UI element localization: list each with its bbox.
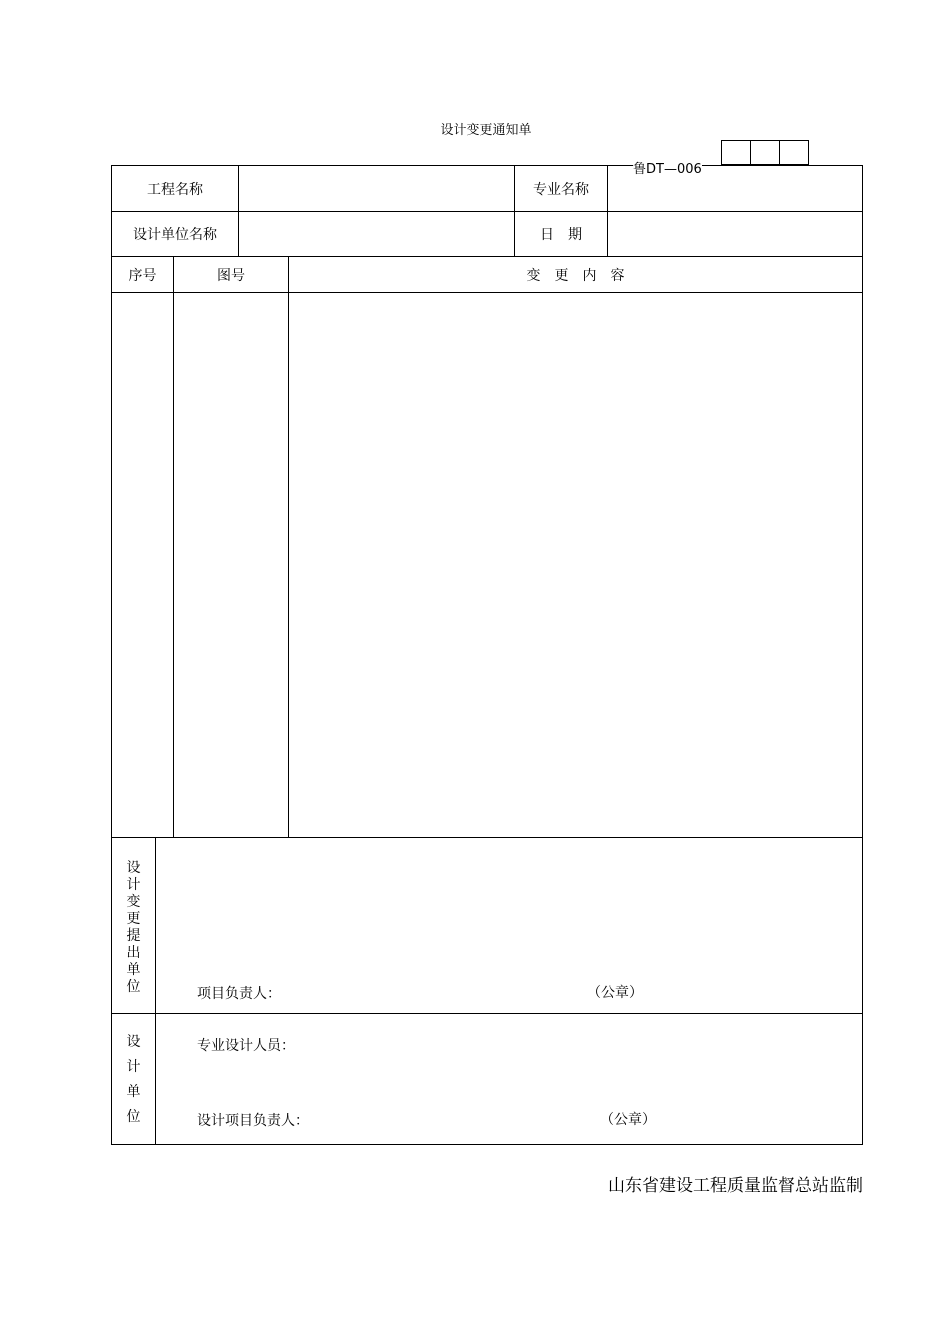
date-field[interactable] [608,212,862,256]
document-title: 设计变更通知单 [440,123,532,138]
code-boxes [721,140,809,165]
code-box-2[interactable] [750,140,780,165]
proposer-seal-label: （公章） [587,985,643,1001]
change-content-header: 变 更 内 容 [526,267,625,284]
code-box-3[interactable] [779,140,809,165]
designer-label: 专业设计人员： [197,1038,295,1054]
serial-number-column[interactable] [112,293,173,837]
project-name-label: 工程名称 [147,181,203,198]
project-name-field[interactable] [239,166,514,211]
serial-number-header: 序号 [128,267,157,284]
proposer-unit-label: 设 计 变 更 提 出 单 位 [126,860,141,995]
change-notice-form [111,165,863,1145]
project-lead-label: 项目负责人： [197,986,281,1002]
design-lead-label: 设计项目负责人： [197,1113,309,1129]
design-unit-label: 设 计 单 位 [126,1034,141,1125]
date-label: 日 期 [540,227,582,243]
design-unit-name-label: 设计单位名称 [133,227,217,243]
drawing-number-column[interactable] [174,293,288,837]
code-box-1[interactable] [721,140,751,165]
change-content-area[interactable] [289,293,862,837]
drawing-number-header: 图号 [217,267,245,284]
issuer-footer: 山东省建设工程质量监督总站监制 [608,1176,863,1196]
specialty-name-label: 专业名称 [533,181,589,198]
form-code: 鲁DT—006 [633,162,702,177]
design-unit-seal-label: （公章） [600,1112,656,1128]
design-unit-name-field[interactable] [239,212,514,256]
